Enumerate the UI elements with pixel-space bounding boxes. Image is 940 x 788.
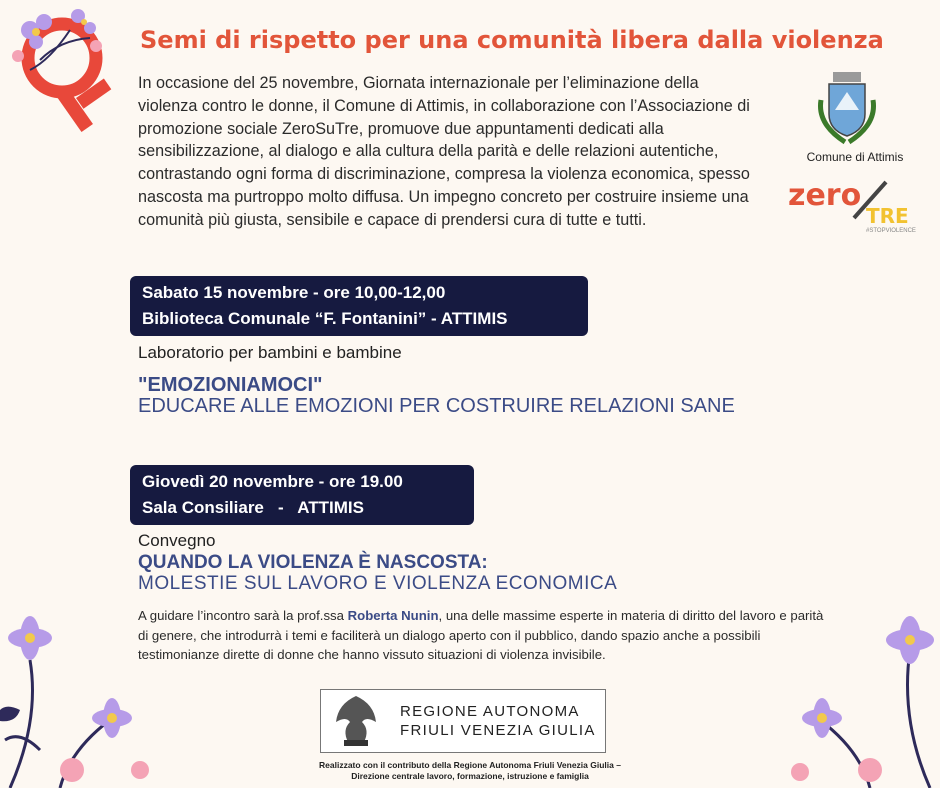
desc-after: , una delle massime esperte in materia di diritto del lavoro e parità di genere, che introdurrà i temi e faciliterà un dialogo aperto con il pubblico, dando spazio anche a possibili testimonianze dirette di donne che hanno vissuto situazioni di violenza invisibile. bbox=[138, 608, 824, 662]
intro-text: In occasione del 25 novembre, Giornata internazionale per l’eliminazione della violenza contro le donne, il Comune di Attimis, in collaborazione con l’Associazione di promozione sociale ZeroSuTre, promuove due appuntamenti dedicati alla sensibilizzazione, al dialogo e alla cultura della parità e delle relazioni autentiche, contrastando ogni forma di discriminazione, compresa la violenza economica, spesso nascosta ma purtroppo molto diffusa. Un impegno concreto per costruire insieme una comunità più giusta, sensibile e capace di prendersi cura di tutte e tutti. bbox=[138, 74, 750, 229]
event2-description bbox=[138, 606, 828, 665]
eagle-icon bbox=[330, 692, 382, 748]
event1-kind: Laboratorio per bambini e bambine bbox=[138, 343, 402, 362]
event2-title: QUANDO LA VIOLENZA È NASCOSTA: bbox=[138, 552, 488, 573]
event1-place: Biblioteca Comunale “F. Fontanini” - ATTIMIS bbox=[142, 309, 508, 328]
event1-date-box bbox=[130, 276, 588, 336]
flowers-left-icon bbox=[0, 600, 170, 788]
event2-subtitle: MOLESTIE SUL LAVORO E VIOLENZA ECONOMICA bbox=[138, 573, 618, 594]
event2-date-box bbox=[130, 465, 474, 525]
event1-date: Sabato 15 novembre - ore 10,00-12,00 bbox=[142, 283, 446, 302]
speaker-name: Roberta Nunin bbox=[347, 608, 439, 623]
footer-line2: Direzione centrale lavoro, formazione, istruzione e famiglia bbox=[351, 771, 589, 781]
desc-before: A guidare l’incontro sarà la prof.ssa bbox=[138, 608, 348, 623]
flowers-right-icon bbox=[770, 600, 940, 788]
event2-kind: Convegno bbox=[138, 531, 216, 550]
zerosutre-logo bbox=[788, 178, 928, 242]
comune-crest-icon bbox=[815, 70, 879, 146]
comune-label: Comune di Attimis bbox=[806, 150, 904, 164]
zero-logo-word: zero bbox=[788, 178, 862, 213]
zero-logo-tag: #STOPVIOLENCE bbox=[866, 228, 916, 234]
event2-date: Giovedì 20 novembre - ore 19.00 bbox=[142, 472, 403, 491]
event1-subtitle: EDUCARE ALLE EMOZIONI PER COSTRUIRE RELAZIONI SANE bbox=[138, 395, 735, 417]
event2-place: Sala Consiliare - ATTIMIS bbox=[142, 498, 364, 517]
region-line1: REGIONE AUTONOMA bbox=[400, 703, 580, 720]
footer-line1: Realizzato con il contributo della Regione Autonoma Friuli Venezia Giulia – bbox=[319, 760, 621, 770]
female-symbol-icon bbox=[0, 0, 140, 145]
footer-credits bbox=[240, 760, 700, 782]
tre-logo-word: TRE bbox=[866, 204, 909, 228]
region-text bbox=[400, 702, 596, 740]
event1-title: "EMOZIONIAMOCI" bbox=[138, 374, 323, 396]
region-line2: FRIULI VENEZIA GIULIA bbox=[400, 722, 596, 739]
page-title: Semi di rispetto per una comunità libera dalla violenza bbox=[140, 26, 884, 54]
